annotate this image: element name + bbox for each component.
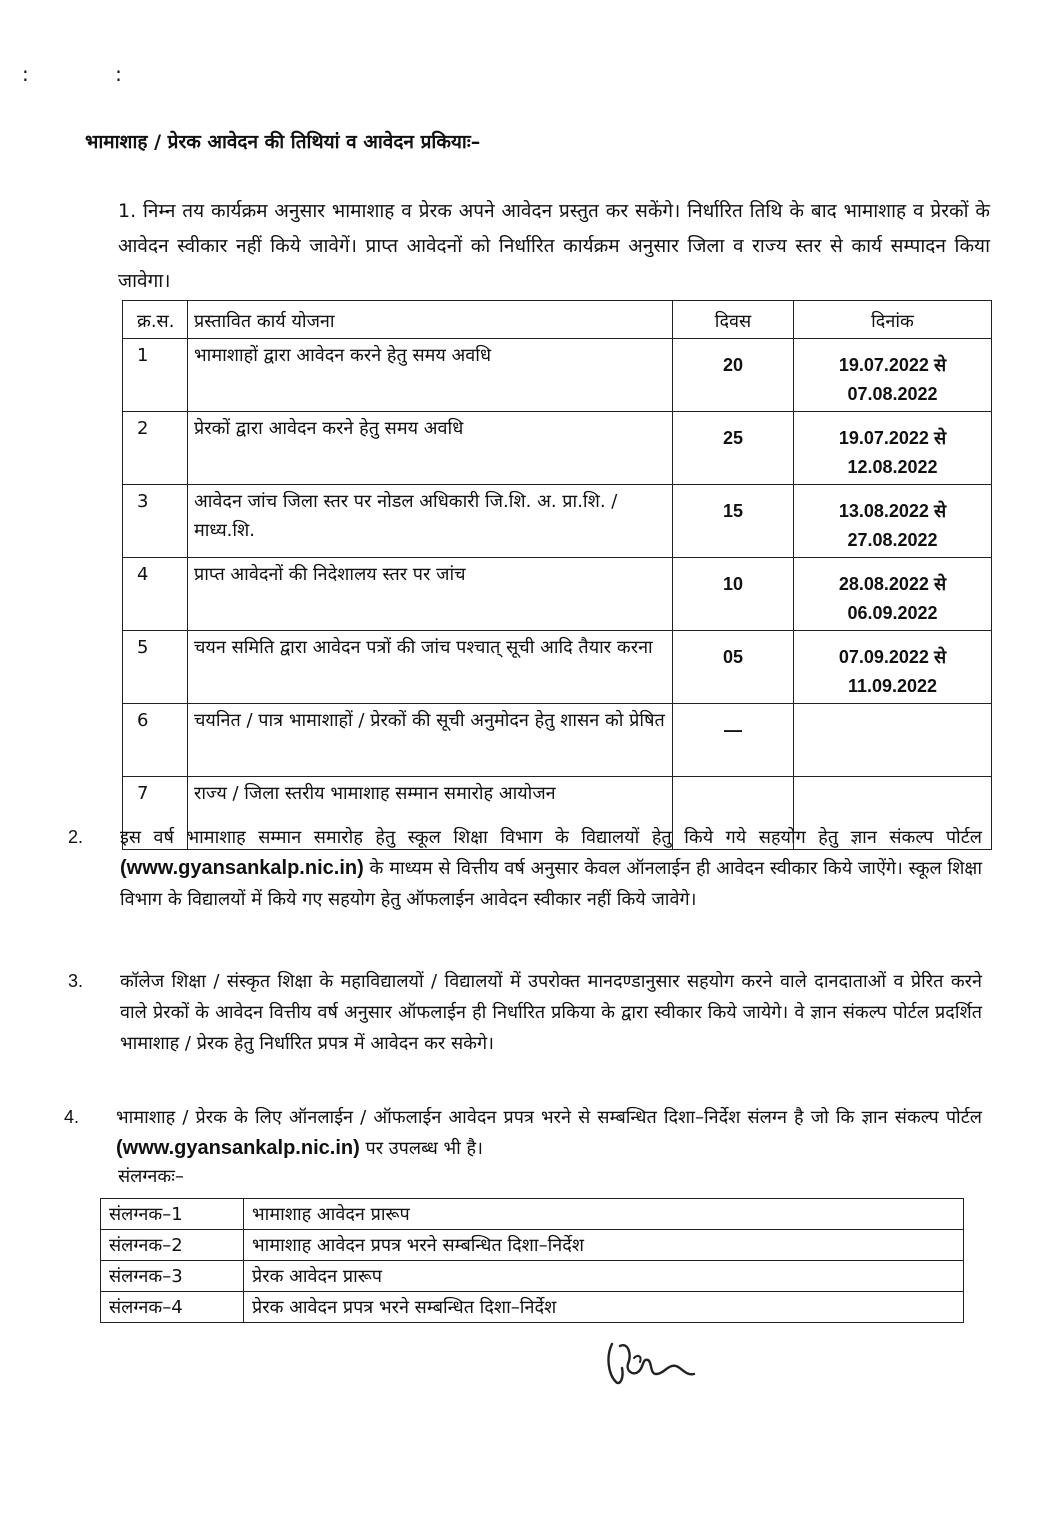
- date-from: 28.08.2022 से: [838, 574, 947, 594]
- row-serial: 6: [123, 704, 188, 777]
- point-text: [120, 822, 982, 915]
- table-row: [123, 339, 992, 412]
- table-row: [101, 1292, 964, 1323]
- point-text: [116, 1102, 982, 1164]
- date-from: 19.07.2022 से: [838, 428, 947, 448]
- header-date: दिनांक: [794, 301, 992, 339]
- annexure-id: संलग्नक–2: [101, 1230, 244, 1261]
- row-serial: 7: [123, 777, 188, 850]
- header-days: दिवस: [673, 301, 794, 339]
- point-text-part: पर उपलब्ध भी है।: [359, 1138, 483, 1159]
- row-date: [794, 704, 992, 777]
- table-row: [101, 1261, 964, 1292]
- row-date: [794, 339, 992, 412]
- row-days: 20: [673, 339, 794, 412]
- point-text: कॉलेज शिक्षा / संस्कृत शिक्षा के महाविद्यालयों / विद्यालयों में उपरोक्त मानदण्डानुसार सहयोग करने वाले दानदाताओं व प्रेरित करने वाले प्रेरकों के आवेदन वित्तीय वर्ष अनुसार ऑफलाईन ही निर्धारित प्रकिया के द्वारा स्वीकार किये जायेगे। वे ज्ञान संकल्प पोर्टल प्रदर्शित भामाशाह / प्रेरक हेतु निर्धारित प्रपत्र में आवेदन कर सकेगे।: [120, 971, 982, 1054]
- table-row: [101, 1230, 964, 1261]
- row-serial: 1: [123, 339, 188, 412]
- annexure-desc: प्रेरक आवेदन प्रपत्र भरने सम्बन्धित दिशा–निर्देश: [244, 1292, 964, 1323]
- schedule-table: [122, 300, 992, 850]
- point-text-part: के माध्यम से वित्तीय वर्ष अनुसार केवल ऑनलाईन ही आवेदन स्वीकार किये जाऐंगे। स्कूल शिक्षा विभाग के विद्यालयों में किये गए सहयोग हेतु ऑफलाईन आवेदन स्वीकार नहीं किये जावेगे।: [120, 858, 982, 910]
- annexure-id: संलग्नक–1: [101, 1199, 244, 1230]
- point-text-part: इस वर्ष भामाशाह सम्मान समारोह हेतु स्कूल शिक्षा विभाग के विद्यालयों हेतु किये गये सहयोग हेतु ज्ञान संकल्प पोर्टल: [120, 827, 982, 848]
- annexure-desc: भामाशाह आवेदन प्रारूप: [244, 1199, 964, 1230]
- portal-url: (www.gyansankalp.nic.in): [116, 1137, 360, 1159]
- row-task: चयन समिति द्वारा आवेदन पत्रों की जांच पश्चात् सूची आदि तैयार करना: [188, 631, 673, 704]
- point-3: [68, 966, 982, 1059]
- row-date: [794, 558, 992, 631]
- date-to: 07.08.2022: [847, 384, 938, 404]
- row-days: 10: [673, 558, 794, 631]
- point-text-part: भामाशाह / प्रेरक के लिए ऑनलाईन / ऑफलाईन आवेदन प्रपत्र भरने से सम्बन्धित दिशा–निर्देश संलग्न है जो कि ज्ञान संकल्प पोर्टल: [116, 1107, 982, 1128]
- row-days: —: [673, 704, 794, 777]
- row-task: प्रेरकों द्वारा आवेदन करने हेतु समय अवधि: [188, 412, 673, 485]
- signature-icon: [598, 1334, 708, 1396]
- annexure-desc: प्रेरक आवेदन प्रारूप: [244, 1261, 964, 1292]
- date-to: 11.09.2022: [847, 676, 938, 696]
- section-heading: भामाशाह / प्रेरक आवेदन की तिथियां व आवेदन प्रकियाः–: [85, 131, 481, 153]
- row-date: [794, 485, 992, 558]
- margin-marks: : :: [22, 62, 162, 86]
- row-serial: 2: [123, 412, 188, 485]
- intro-paragraph: 1. निम्न तय कार्यक्रम अनुसार भामाशाह व प्रेरक अपने आवेदन प्रस्तुत कर सकेंगे। निर्धारित तिथि के बाद भामाशाह व प्रेरकों के आवेदन स्वीकार नहीं किये जावेगें। प्राप्त आवेदनों को निर्धारित कार्यक्रम अनुसार जिला व राज्य स्तर से कार्य सम्पादन किया जावेगा।: [118, 200, 990, 292]
- row-date: [794, 412, 992, 485]
- row-days: 15: [673, 485, 794, 558]
- row-task: भामाशाहों द्वारा आवेदन करने हेतु समय अवधि: [188, 339, 673, 412]
- row-serial: 3: [123, 485, 188, 558]
- row-task: प्राप्त आवेदनों की निदेशालय स्तर पर जांच: [188, 558, 673, 631]
- row-task: आवेदन जांच जिला स्तर पर नोडल अधिकारी जि.शि. अ. प्रा.शि. / माध्य.शि.: [188, 485, 673, 558]
- row-days: 25: [673, 412, 794, 485]
- annexure-id: संलग्नक–3: [101, 1261, 244, 1292]
- header-task: प्रस्तावित कार्य योजना: [188, 301, 673, 339]
- row-serial: 5: [123, 631, 188, 704]
- table-row: [123, 412, 992, 485]
- point-number: 2.: [68, 827, 84, 847]
- annexure-label: संलग्नकः–: [118, 1166, 184, 1187]
- row-serial: 4: [123, 558, 188, 631]
- point-4: [64, 1102, 982, 1164]
- row-task: चयनित / पात्र भामाशाहों / प्रेरकों की सूची अनुमोदन हेतु शासन को प्रेषित: [188, 704, 673, 777]
- row-task: राज्य / जिला स्तरीय भामाशाह सम्मान समारोह आयोजन: [188, 777, 673, 850]
- table-row: [123, 485, 992, 558]
- point-2: [68, 822, 982, 915]
- row-date: [794, 631, 992, 704]
- row-days: 05: [673, 631, 794, 704]
- table-row: [101, 1199, 964, 1230]
- header-serial: क्र.स.: [123, 301, 188, 339]
- table-row: [123, 558, 992, 631]
- point-number: 3.: [68, 971, 84, 991]
- annexure-desc: भामाशाह आवेदन प्रपत्र भरने सम्बन्धित दिशा–निर्देश: [244, 1230, 964, 1261]
- date-to: 27.08.2022: [847, 530, 938, 550]
- annexure-id: संलग्नक–4: [101, 1292, 244, 1323]
- point-number: 4.: [64, 1107, 80, 1127]
- portal-url: (www.gyansankalp.nic.in): [120, 857, 364, 879]
- date-to: 12.08.2022: [847, 457, 938, 477]
- date-from: 13.08.2022 से: [838, 501, 947, 521]
- table-row: [123, 631, 992, 704]
- table-header-row: [123, 301, 992, 339]
- date-to: 06.09.2022: [847, 603, 938, 623]
- date-from: 19.07.2022 से: [838, 355, 947, 375]
- date-from: 07.09.2022 से: [838, 647, 947, 667]
- annexure-table: [100, 1198, 964, 1323]
- table-row: [123, 704, 992, 777]
